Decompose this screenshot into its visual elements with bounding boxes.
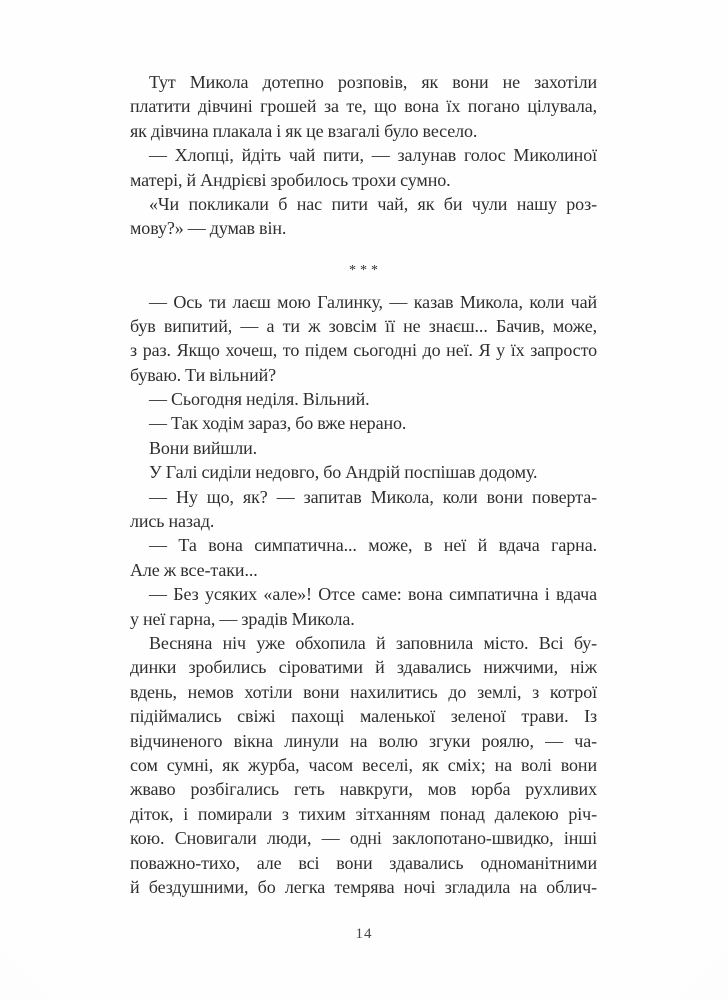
text-line: Але ж все-таки... (130, 559, 258, 580)
text-line: — Ось ти лаєш мою Галинку, — казав Микола, коли чай (149, 291, 597, 312)
text-line: у неї гарна, — зрадів Микола. (130, 608, 355, 629)
page-number: 14 (355, 926, 373, 942)
text-line: кою. Сновигали люди, — одні заклопотано-швидко, інші (130, 828, 597, 849)
text-line: був випитий, — а ти ж зовсім її не знаєш... Бачив, може, (130, 315, 597, 336)
page-text (130, 70, 597, 899)
text-line: вдень, немов хотіли вони нахилитись до землі, з котрої (130, 681, 597, 702)
text-line: — Без усяких «але»! Отсе саме: вона симпатична і вдача (149, 584, 597, 605)
text-line: платити дівчині грошей за те, що вона їх погано цілувала, (130, 96, 597, 117)
text-line: як дівчина плакала і як це взагалі було весело. (130, 120, 478, 141)
text-line: діток, і помирали з тихим зітханням понад далекою річ- (130, 803, 597, 824)
text-line: з раз. Якщо хочеш, то підем сьогодні до неї. Я у їх запросто (130, 340, 597, 361)
text-line: підіймались свіжі пахощі маленької зеленої трави. Із (130, 706, 597, 727)
text-line: Вони вийшли. (149, 437, 258, 458)
text-line: сом сумні, як журба, часом веселі, як сміх; на волі вони (130, 754, 597, 775)
text-line: мову?» — думав він. (130, 218, 287, 239)
text-line: Весняна ніч уже обхопила й заповнила місто. Всі бу- (149, 633, 597, 653)
text-line: — Так ходім зараз, бо вже нерано. (149, 413, 407, 434)
text-line: У Галі сиділи недовго, бо Андрій поспішав додому. (149, 462, 538, 483)
text-line: Тут Микола дотепно розповів, як вони не захотіли (149, 72, 597, 92)
text-line: — Хлопці, йдіть чай пити, — залунав голос Миколиної (149, 145, 597, 166)
text-line: й бездушними, бо легка темрява ночі згладила на облич- (130, 876, 597, 897)
text-line: буваю. Ти вільний? (130, 364, 277, 385)
section-separator: *** (349, 262, 382, 278)
text-line: лись назад. (130, 511, 215, 532)
text-line: — Сьогодня неділя. Вільний. (149, 389, 370, 410)
text-line: поважно-тихо, але всі вони здавались одноманітними (130, 852, 597, 873)
text-line: — Ну що, як? — запитав Микола, коли вони поверта- (149, 486, 597, 507)
text-line: «Чи покликали б нас пити чай, як би чули нашу роз- (149, 193, 597, 214)
text-line: жваво розбігались геть навкруги, мов юрба рухливих (130, 779, 597, 800)
text-line: — Та вона симпатична... може, в неї й вдача гарна. (149, 535, 597, 556)
text-line: динки зробились сіроватими й здавались нижчими, ніж (130, 657, 597, 678)
text-line: відчиненого вікна линули на волю згуки роялю, — ча- (130, 730, 597, 751)
text-line: матері, й Андрієві зробилось трохи сумно. (130, 169, 451, 190)
